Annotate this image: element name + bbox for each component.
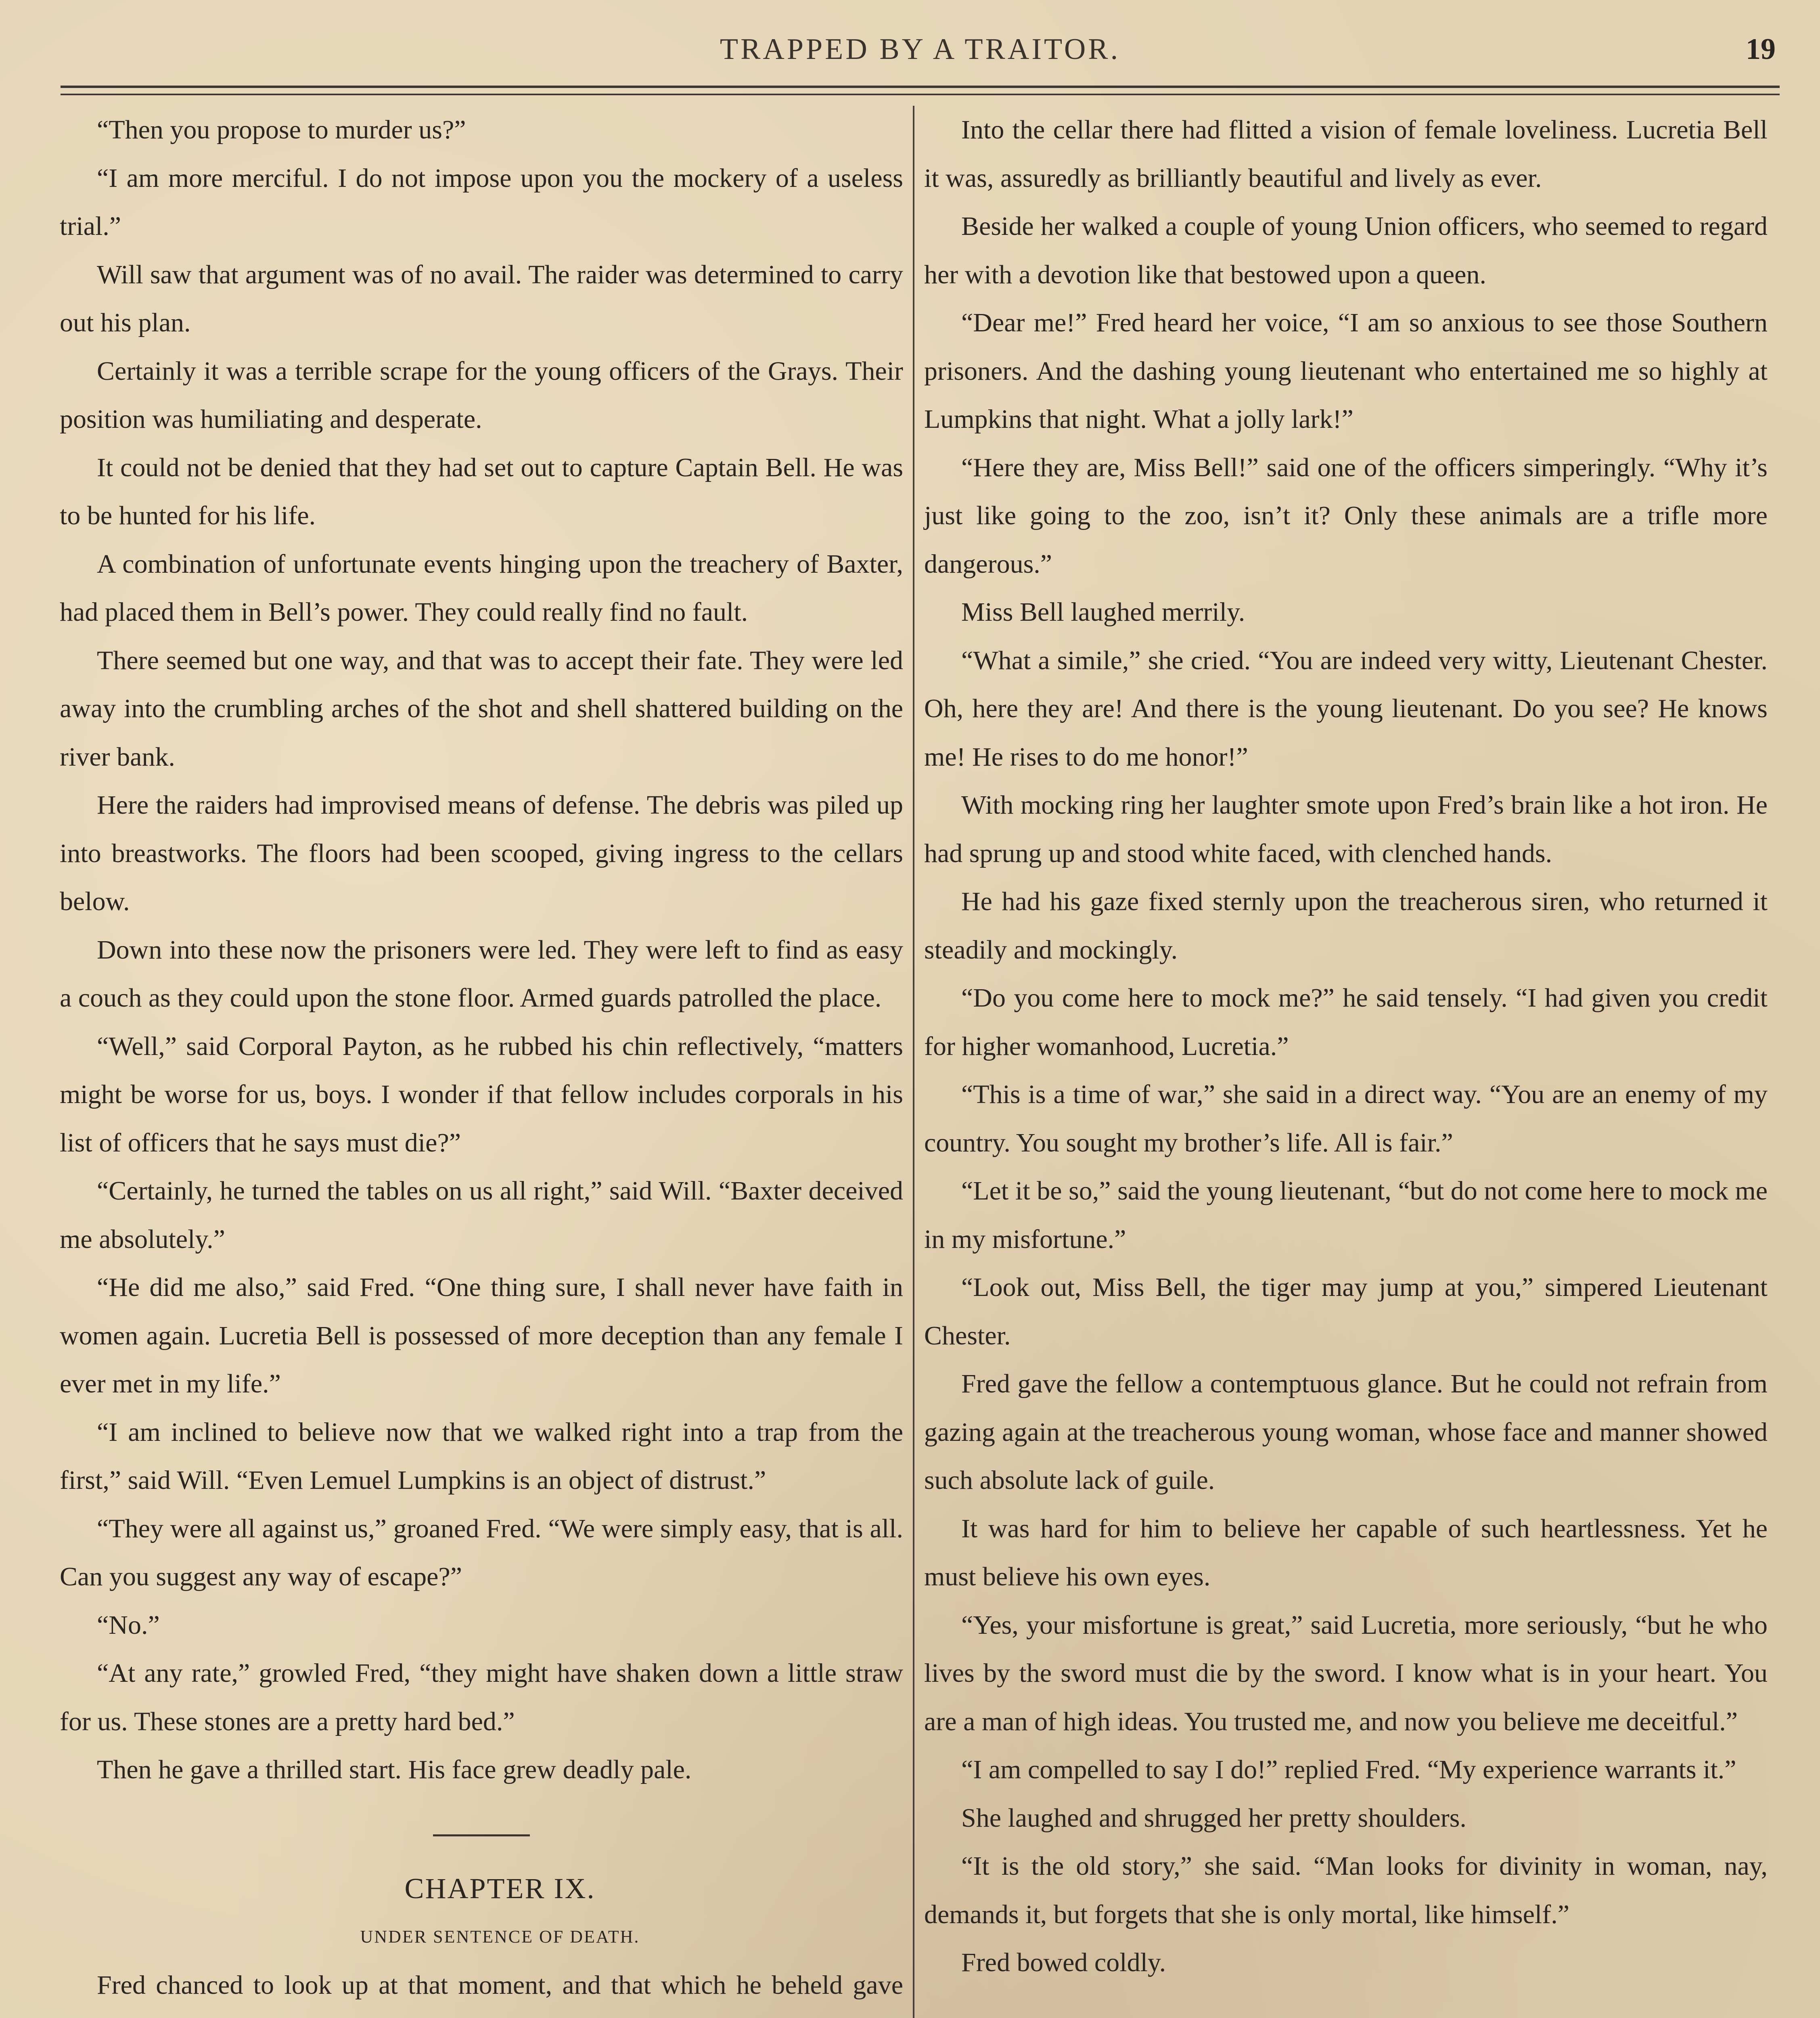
left-column: [60, 106, 903, 2018]
paragraph: Fred bowed coldly.: [961, 1948, 1166, 1977]
page-number: 19: [1746, 33, 1776, 66]
paragraph: With mocking ring her laughter smote upon Fred’s brain like a hot iron. He had sprung up and stood white faced, with clenched hands.: [924, 790, 1768, 868]
page-header: [61, 24, 1780, 85]
right-column: [924, 106, 1768, 1987]
header-rule-bottom: [61, 94, 1780, 95]
running-title: TRAPPED BY A TRAITOR.: [720, 33, 1121, 66]
paragraph: “No.”: [97, 1610, 160, 1640]
chapter-subtitle: UNDER SENTENCE OF DEATH.: [360, 1927, 640, 1947]
paragraph: Down into these now the prisoners were led. They were left to find as easy a couch as they could upon the stone floor. Armed guards patrolled the place.: [60, 935, 903, 1013]
paragraph: “He did me also,” said Fred. “One thing sure, I shall never have faith in women again. Lucretia Bell is possessed of more deception than any female I ever met in my life.”: [60, 1273, 903, 1398]
paragraph: “They were all against us,” groaned Fred. “We were simply easy, that is all. Can you suggest any way of escape?”: [60, 1514, 903, 1591]
paragraph: Into the cellar there had flitted a vision of female loveliness. Lucretia Bell it was, assuredly as brilliantly beautiful and lively as ever.: [924, 115, 1768, 193]
paragraph: Fred chanced to look up at that moment, and that which he beheld gave: [97, 1970, 903, 2000]
paragraph: Certainly it was a terrible scrape for the young officers of the Grays. Their position was humiliating and desperate.: [60, 356, 903, 434]
paragraph: It was hard for him to believe her capable of such heartlessness. Yet he must believe his own eyes.: [924, 1514, 1768, 1591]
paragraph: She laughed and shrugged her pretty shoulders.: [961, 1803, 1466, 1833]
paragraph: Will saw that argument was of no avail. The raider was determined to carry out his plan.: [60, 260, 903, 337]
paragraph: “At any rate,” growled Fred, “they might have shaken down a little straw for us. These stones are a pretty hard bed.”: [60, 1658, 903, 1736]
chapter-title: CHAPTER IX.: [404, 1872, 596, 1905]
paragraph: “I am compelled to say I do!” replied Fred. “My experience warrants it.”: [961, 1755, 1736, 1784]
paragraph: “Yes, your misfortune is great,” said Lucretia, more seriously, “but he who lives by the sword must die by the sword. I know what is in your heart. You are a man of high ideas. You trusted me, and now you believe me deceitful.”: [924, 1610, 1768, 1736]
paragraph: He had his gaze fixed sternly upon the treacherous siren, who returned it steadily and mockingly.: [924, 887, 1768, 965]
paragraph: Fred gave the fellow a contemptuous glance. But he could not refrain from gazing again at the treacherous young woman, whose face and manner showed such absolute lack of guile.: [924, 1369, 1768, 1495]
paragraph: Miss Bell laughed merrily.: [961, 597, 1245, 627]
paragraph: “Let it be so,” said the young lieutenant, “but do not come here to mock me in my misfortune.”: [924, 1176, 1768, 1254]
paragraph: It could not be denied that they had set out to capture Captain Bell. He was to be hunted for his life.: [60, 452, 903, 530]
paragraph: “Well,” said Corporal Payton, as he rubbed his chin reflectively, “matters might be worse for us, boys. I wonder if that fellow includes corporals in his list of officers that he says must die?”: [60, 1031, 903, 1158]
paragraph: “Then you propose to murder us?”: [97, 115, 466, 144]
paragraph: “What a simile,” she cried. “You are indeed very witty, Lieutenant Chester. Oh, here they are! And there is the young lieutenant. Do you see? He knows me! He rises to do me honor!”: [924, 645, 1768, 772]
paragraph: “Certainly, he turned the tables on us all right,” said Will. “Baxter deceived me absolutely.”: [60, 1176, 903, 1254]
paragraph: “Here they are, Miss Bell!” said one of the officers simperingly. “Why it’s just like going to the zoo, isn’t it? Only these animals are a trifle more dangerous.”: [924, 452, 1768, 579]
header-rule-top: [61, 86, 1780, 88]
column-divider: [913, 106, 914, 2018]
chapter-divider-rule: [433, 1834, 530, 1836]
paragraph: Here the raiders had improvised means of defense. The debris was piled up into breastworks. The floors had been scooped, giving ingress to the cellars below.: [60, 790, 903, 916]
paragraph: “Dear me!” Fred heard her voice, “I am so anxious to see those Southern prisoners. And the dashing young lieutenant who entertained me so highly at Lumpkins that night. What a jolly lark!”: [924, 308, 1768, 434]
paragraph: A combination of unfortunate events hinging upon the treachery of Baxter, had placed them in Bell’s power. They could really find no fault.: [60, 549, 903, 627]
paragraph: “It is the old story,” she said. “Man looks for divinity in woman, nay, demands it, but forgets that she is only mortal, like himself.”: [924, 1851, 1768, 1929]
paragraph: “Do you come here to mock me?” he said tensely. “I had given you credit for higher womanhood, Lucretia.”: [924, 983, 1768, 1061]
paragraph: Beside her walked a couple of young Union officers, who seemed to regard her with a devotion like that bestowed upon a queen.: [924, 211, 1768, 289]
paragraph: “I am more merciful. I do not impose upon you the mockery of a useless trial.”: [60, 163, 903, 241]
paragraph: “This is a time of war,” she said in a direct way. “You are an enemy of my country. You sought my brother’s life. All is fair.”: [924, 1080, 1768, 1158]
paragraph: Then he gave a thrilled start. His face grew deadly pale.: [97, 1755, 692, 1784]
paragraph: “Look out, Miss Bell, the tiger may jump at you,” simpered Lieutenant Chester.: [924, 1273, 1768, 1350]
paragraph: There seemed but one way, and that was to accept their fate. They were led away into the crumbling arches of the shot and shell shattered building on the river bank.: [60, 645, 903, 772]
paragraph: “I am inclined to believe now that we walked right into a trap from the first,” said Will. “Even Lemuel Lumpkins is an object of distrust.”: [60, 1417, 903, 1495]
